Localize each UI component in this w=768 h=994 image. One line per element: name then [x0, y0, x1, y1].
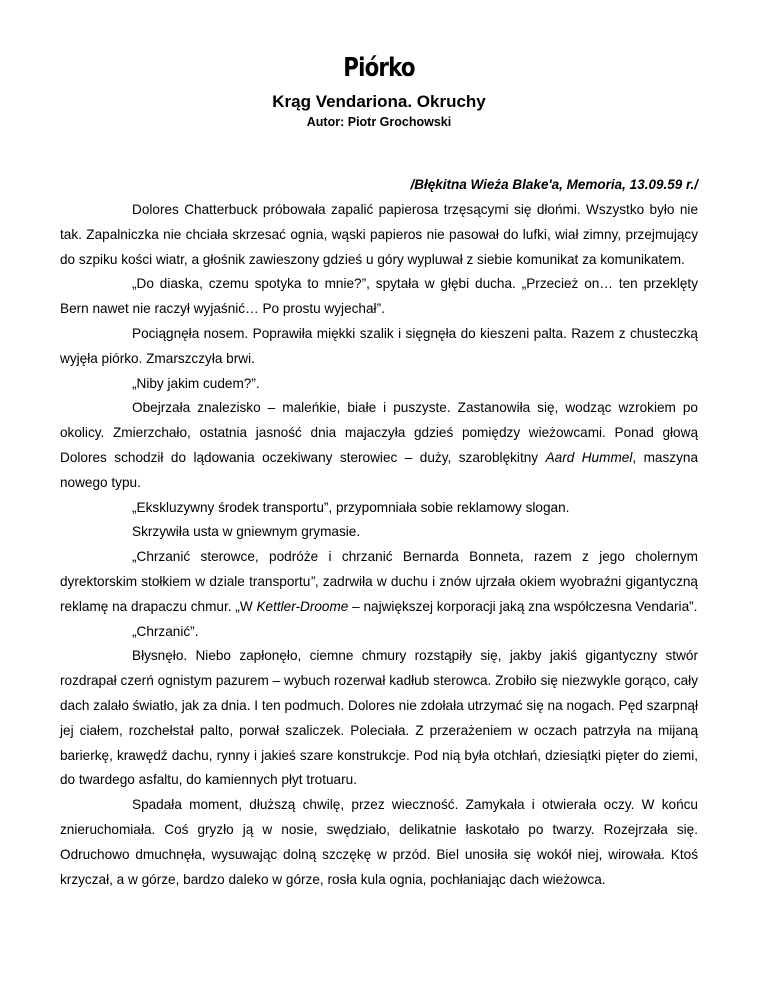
story-body [60, 198, 698, 892]
paragraph: Dolores Chatterbuck próbowała zapalić papierosa trzęsącymi się dłońmi. Wszystko było nie tak. Zapalniczka nie chciała skrzesać ognia, wąski papieros nie pasował do lufki, wiał zimny, przejmujący do szpiku kości wiatr, a głośnik zawieszony gdzieś u góry wypluwał z siebie komunikat za komunikatem. [60, 202, 698, 267]
paragraph: „Niby jakim cudem?”. [132, 375, 260, 391]
paragraph: Obejrzała znalezisko – maleńkie, białe i puszyste. Zastanowiła się, wodząc wzrokiem po okolicy. Zmierzchało, ostatnia jasność dnia majaczyła gdzieś pomiędzy wieżowcami. Ponad głową Dolores schodził do lądowania oczekiwany sterowiec – duży, szaroblękitny Aard Hummel, maszyna nowego typu. [60, 400, 698, 490]
document-page [60, 52, 698, 892]
airship-name: Aard Hummel [545, 449, 633, 465]
document-title: Piórko [343, 53, 415, 83]
paragraph: Pociągnęła nosem. Poprawiła miękki szalik i sięgnęła do kieszeni palta. Razem z chusteczką wyjęła piórko. Zmarszczyła brwi. [60, 325, 698, 366]
paragraph: „Chrzanić sterowce, podróże i chrzanić Bernarda Bonneta, razem z jego cholernym dyrektorskim stołkiem w dziale transportu”, zadrwiła w duchu i znów ujrzała okiem wyobraźni gigantyczną reklamę na drapaczu chmur. „W Kettler-Droome – największej korporacji jaką zna współczesna Vendaria”. [60, 549, 698, 614]
document-subtitle: Krąg Vendariona. Okruchy [272, 92, 486, 111]
paragraph: Błysnęło. Niebo zapłonęło, ciemne chmury rozstąpiły się, jakby jakiś gigantyczny stwór rozdrapał czerń ognistym pazurem – wybuch rozerwał kadłub sterowca. Zrobiło się niezwykle gorąco, cały dach zalało światło, jak za dnia. I ten podmuch. Dolores nie zdołała utrzymać się na nogach. Pęd szarpnął jej ciałem, rozchełstał palto, porwał szaliczek. Poleciała. Z przerażeniem w oczach patrzyła na mijaną barierkę, krawędź dachu, rynny i jakieś szare konstrukcje. Pod nią była otchłań, dziesiątki pięter do ziemi, do twardego asfaltu, do kamiennych płyt trotuaru. [60, 648, 698, 788]
paragraph: „Ekskluzywny środek transportu”, przypomniała sobie reklamowy slogan. [132, 499, 570, 515]
document-author: Autor: Piotr Grochowski [306, 115, 452, 129]
paragraph: Spadała moment, dłuższą chwilę, przez wieczność. Zamykała i otwierała oczy. W końcu znieruchomiała. Coś gryzło ją w nosie, swędziało, delikatnie łaskotało po twarzy. Rozejrzała się. Odruchowo dmuchnęła, wysuwając dolną szczękę w przód. Biel unosiła się wokół niej, wirowała. Ktoś krzyczał, a w górze, bardzo daleko w górze, rosła kula ognia, pochłaniając dach wieżowca. [60, 797, 698, 887]
corporation-name: Kettler-Droome [256, 598, 349, 614]
scene-dateline: /Błękitna Wieża Blake'a, Memoria, 13.09.59 r./ [410, 177, 698, 192]
paragraph: „Do diaska, czemu spotyka to mnie?”, spytała w głębi ducha. „Przecież on… ten przeklęty Bern nawet nie raczył wyjaśnić… Po prostu wyjechał”. [60, 276, 698, 317]
paragraph: „Chrzanić”. [132, 623, 199, 639]
paragraph: Skrzywiła usta w gniewnym grymasie. [132, 524, 361, 540]
